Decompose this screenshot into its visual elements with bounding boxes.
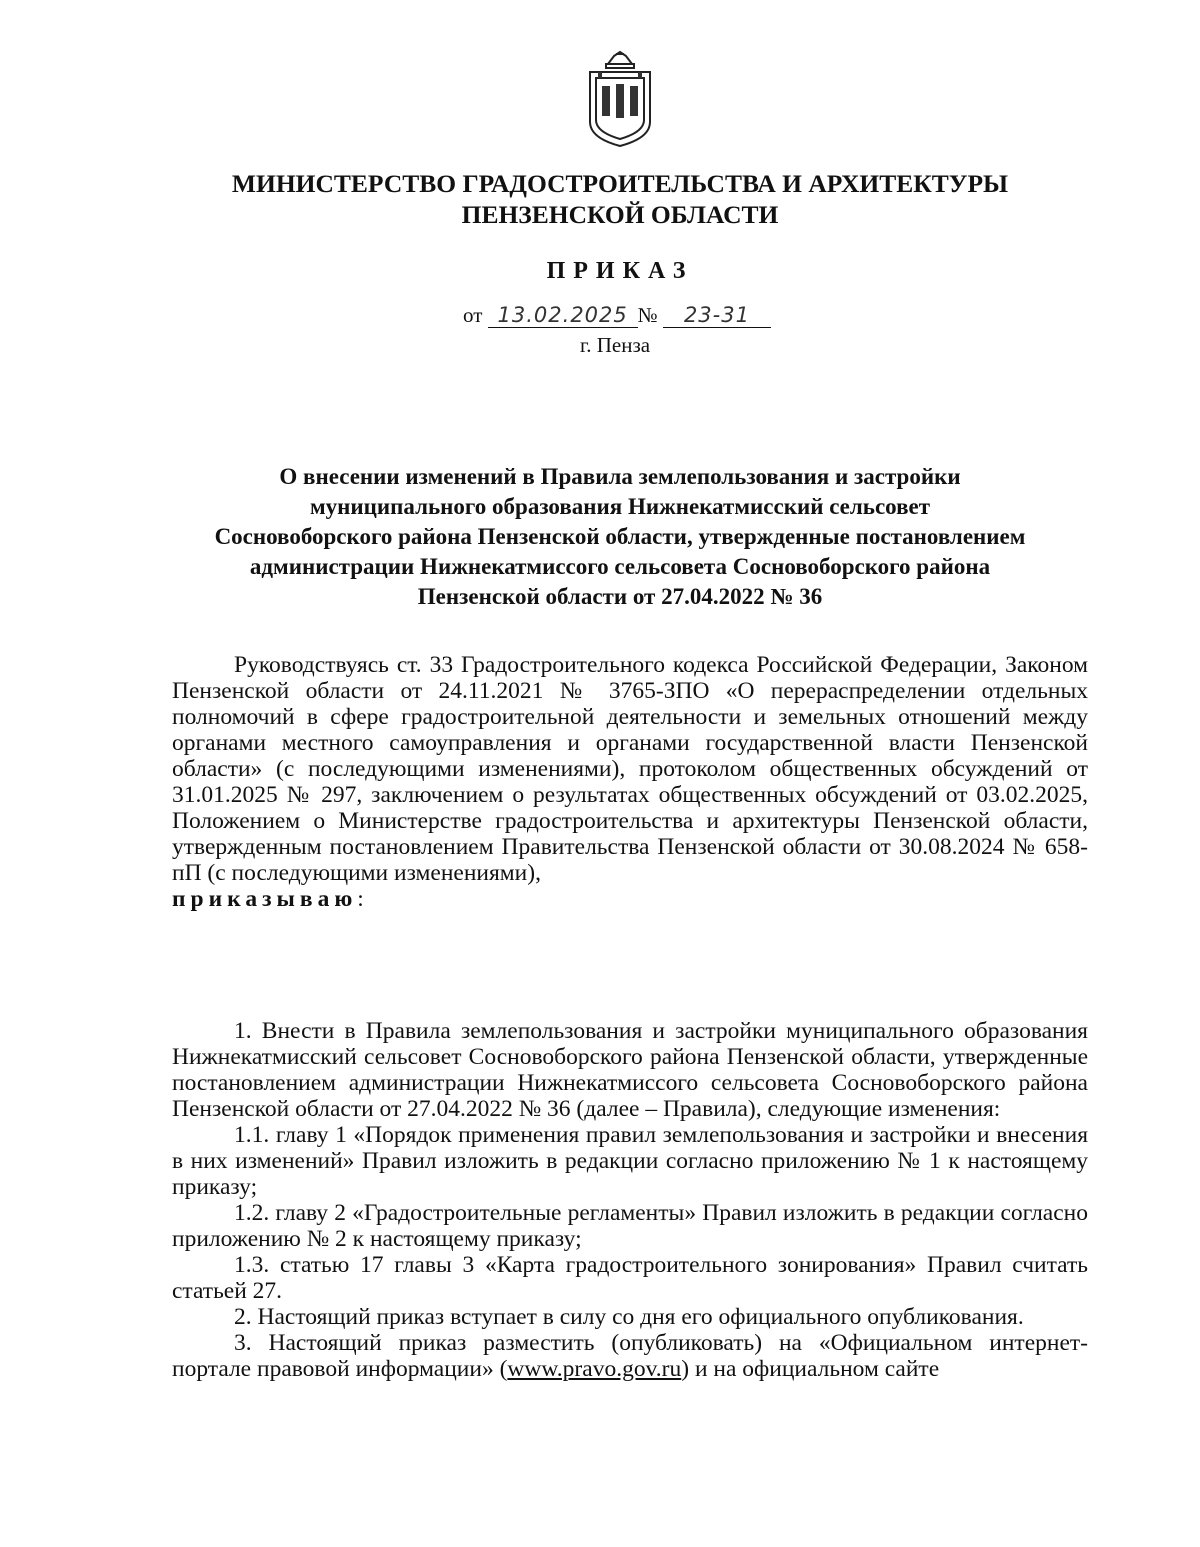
pravo-gov-link[interactable]: www.pravo.gov.ru — [507, 1356, 682, 1382]
order-from-label: от — [463, 303, 483, 327]
item-2: 2. Настоящий приказ вступает в силу со дня его официального опубликования. — [234, 1304, 1024, 1330]
ministry-name-line1: МИНИСТЕРСТВО ГРАДОСТРОИТЕЛЬСТВА И АРХИТЕКТУРЫ — [231, 169, 1009, 198]
subject-line-2: муниципального образования Нижнекатмисский сельсовет — [309, 494, 931, 519]
item-1-3: 1.3. статью 17 главы 3 «Карта градостроительного зонирования» Правил считать статьей 27. — [172, 1252, 1088, 1304]
item-3-text-end: ) и на официальном сайте — [681, 1356, 940, 1382]
subject-line-1: О внесении изменений в Правила землепользования и застройки — [279, 464, 961, 489]
order-date-number — [463, 303, 771, 333]
order-city: г. Пенза — [580, 333, 651, 357]
coat-of-arms-icon — [578, 50, 662, 150]
preamble-text: Руководствуясь ст. 33 Градостроительного кодекса Российской Федерации, Законом Пензенской области от 24.11.2021 № 3765-ЗПО «О перераспределении отдельных полномочий в сфере градостроительной деятельности и земельных отношений между органами местного самоуправления и органами государственной власти Пензенской области» (с последующими изменениями), протоколом общественных обсуждений от 31.01.2025 № 297, заключением о результатах общественных обсуждений от 03.02.2025, Положением о Министерстве градостроительства и архитектуры Пензенской области, утвержденным постановлением Правительства Пензенской области от 30.08.2024 № 658-пП (с последующими изменениями), — [172, 652, 1088, 886]
decree-colon: : — [357, 886, 364, 912]
preamble — [172, 652, 1088, 912]
order-subject — [150, 462, 1090, 612]
item-3-text-start: 3. Настоящий приказ разместить (опубликовать) на «Официальном интернет-портале правовой информации» ( — [172, 1330, 1088, 1382]
subject-line-4: администрации Нижнекатмиссого сельсовета Сосновоборского района — [249, 554, 991, 579]
ministry-name-line2: ПЕНЗЕНСКОЙ ОБЛАСТИ — [461, 200, 779, 229]
decree-line — [172, 886, 1088, 912]
subject-line-3: Сосновоборского района Пензенской области, утвержденные постановлением — [214, 524, 1026, 549]
item-1: 1. Внести в Правила землепользования и застройки муниципального образования Нижнекатмисский сельсовет Сосновоборского района Пензенской области, утвержденные постановлением администрации Нижнекатмиссого сельсовета Сосновоборского района Пензенской области от 27.04.2022 № 36 (далее – Правила), следующие изменения: — [172, 1018, 1088, 1122]
order-date: 13.02.2025 — [488, 303, 638, 328]
order-items — [172, 1018, 1088, 1382]
item-1-2: 1.2. главу 2 «Градостроительные регламенты» Правил изложить в редакции согласно приложению № 2 к настоящему приказу; — [172, 1200, 1088, 1252]
order-number-label: № — [637, 303, 658, 327]
decree-word: приказываю — [172, 886, 358, 912]
item-1-1: 1.1. главу 1 «Порядок применения правил землепользования и застройки и внесения в них изменений» Правил изложить в редакции согласно приложению № 1 к настоящему приказу; — [172, 1122, 1088, 1200]
subject-line-5: Пензенской области от 27.04.2022 № 36 — [417, 584, 823, 609]
item-3 — [172, 1330, 1088, 1382]
order-title: ПРИКАЗ — [546, 258, 694, 284]
ministry-name — [150, 168, 1090, 230]
order-number: 23-31 — [663, 303, 771, 328]
